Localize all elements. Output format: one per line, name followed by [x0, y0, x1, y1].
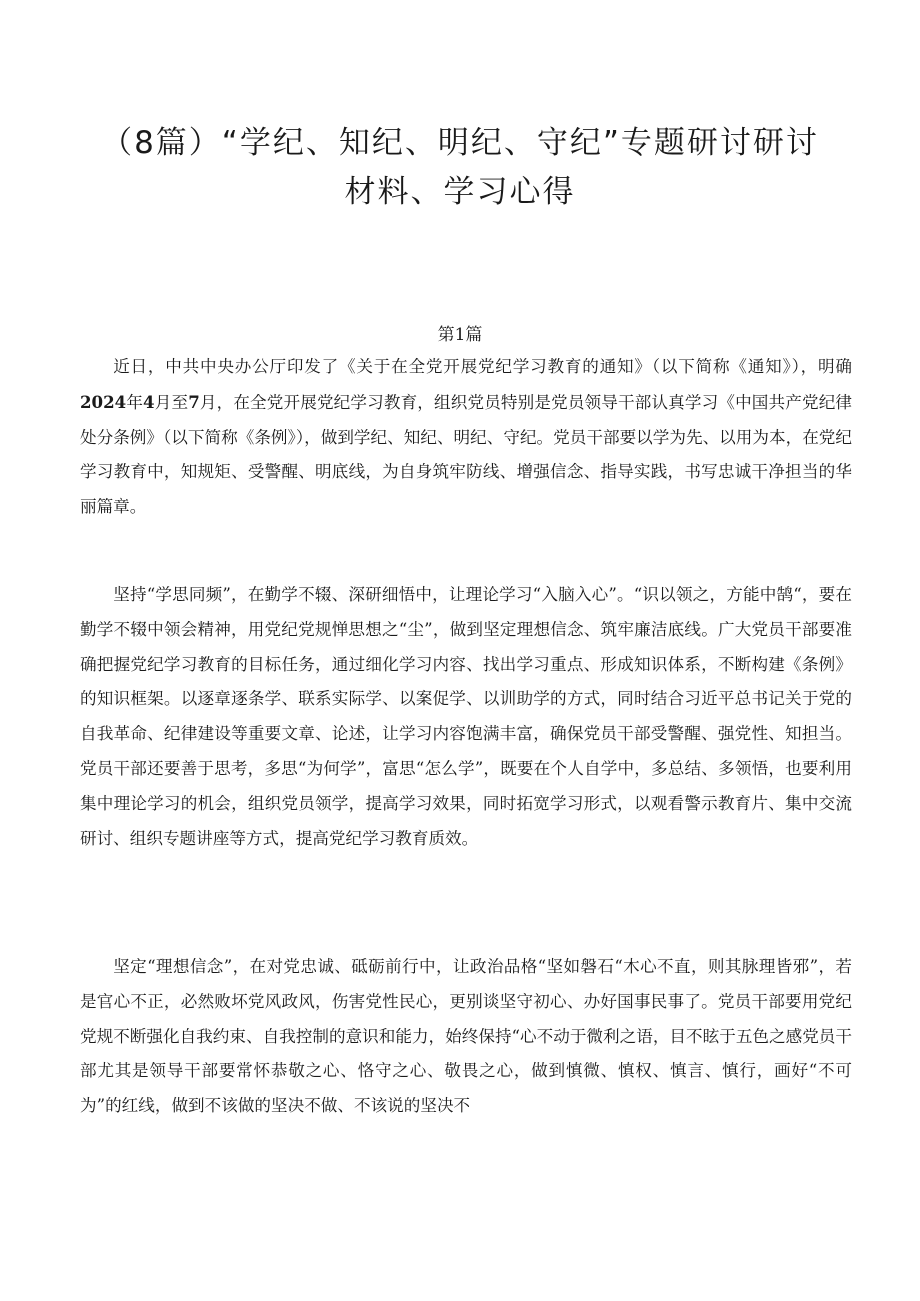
paragraph-1-year: 2024 — [80, 391, 127, 412]
paragraph-1-text-a: 近日，中共中央办公厅印发了《关于在全党开展党纪学习教育的通知》（以下简称《通知》），明确 — [113, 357, 852, 376]
document-title-line-1: （8篇）“学纪、知纪、明纪、守纪”专题研讨研讨 — [101, 125, 819, 161]
document-title-line-2: 材料、学习心得 — [344, 174, 576, 210]
paragraph-2: 坚持“学思同频”，在勤学不辍、深研细悟中，让理论学习“入脑入心”。“识以领之，方能中鹄“，要在勤学不辍中领会精神，用党纪党规惮思想之“尘”，做到坚定理想信念、筑牢廉洁底线。广大党员干部要准确把握党纪学习教育的目标任务，通过细化学习内容、找出学习重点、形成知识体系，不断构建《条例》的知识框架。以逐章逐条学、联系实际学、以案促学、以训助学的方式，同时结合习近平总书记关于党的自我革命、纪律建设等重要文章、论述，让学习内容饱满丰富，确保党员干部受警醒、强党性、知担当。党员干部还要善于思考，多思“为何学”，富思“怎么学”，既要在个人自学中，多总结、多领悟，也要利用集中理论学习的机会，组织党员领学，提高学习效果，同时拓宽学习形式，以观看警示教育片、集中交流研讨、组织专题讲座等方式，提高党纪学习教育质效。 — [80, 585, 852, 848]
paragraph-3: 坚定“理想信念”，在对党忠诚、砥砺前行中，让政治品格“坚如磐石“木心不直，则其脉理皆邪”，若是官心不正，必然败坏党风政风，伤害党性民心，更别谈坚守初心、办好国事民事了。党员干部要用党纪党规不断强化自我约束、自我控制的意识和能力，始终保持“心不动于微利之语，目不眩于五色之感党员干部尤其是领导干部要常怀恭敬之心、恪守之心、敬畏之心，做到慎微、慎权、慎言、慎行，画好“不可为”的红线，做到不该做的坚决不做、不该说的坚决不 — [80, 957, 852, 1116]
section-heading: 第1篇 — [437, 325, 483, 345]
paragraph-1-month-start: 4 — [143, 391, 155, 412]
paragraph-1-text-d: 月，在全党开展党纪学习教育，组织党员特别是党员领导干部认真学习《中国共产党纪律处分条例》（以下简称《条例》），做到学纪、知纪、明纪、守纪。党员干部要以学为先、以用为本，在党纪学习教育中，知规矩、受警醒、明底线，为自身筑牢防线、增强信念、指导实践，书写忠诚干净担当的华丽篇章。 — [80, 392, 853, 517]
paragraph-1-text-b: 年 — [126, 392, 144, 412]
paragraph-1-text-c: 月至 — [154, 392, 189, 412]
paragraph-1 — [80, 350, 852, 525]
paragraph-1-month-end: 7 — [188, 391, 200, 412]
